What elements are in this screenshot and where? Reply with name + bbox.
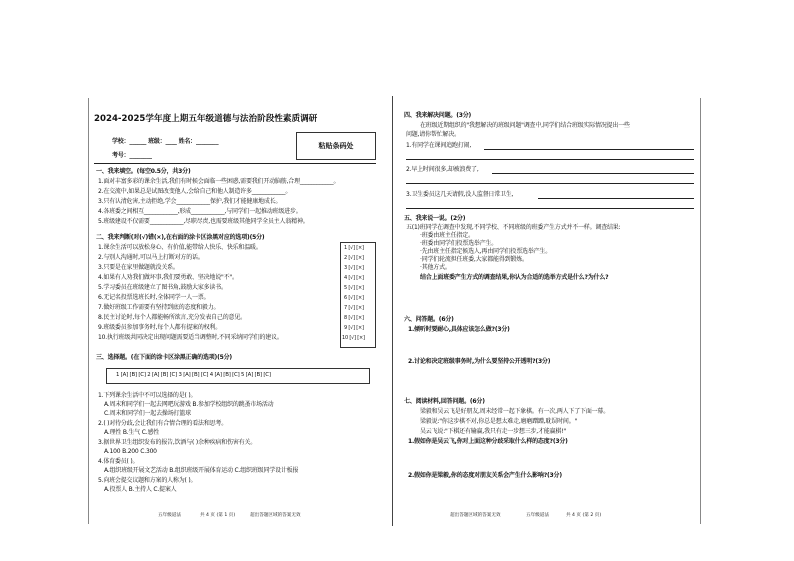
answer-line[interactable] [406,183,694,184]
survey-option-3: ·先由班主任指定候选人,再由同学们投票选举产生。 [420,248,552,255]
survey-option-1: ·班委由班主任指定。 [420,232,474,239]
reading-material-line1: 梁毅和吴云飞是好朋友,周末经常一起下象棋。有一次,两人下了下面一幕。 [420,408,610,415]
section-6-title: 六、问答题。(6分) [404,316,454,323]
choice-card-row[interactable]: 1 [A] [B] [C] 2 [A] [B] [C] 3 [A] [B] [C] 4 [A] [B] [C] 5 [A] [B] [C] [116,372,271,378]
choice-q3-options: A.100 B.200 C.300 [104,448,157,455]
survey-option-5: ·其他方式。 [420,264,451,271]
answer-line[interactable] [484,149,694,150]
choice-q4-options: A.组织班级开展文艺活动 B.组织班级开展体育运动 C.组织班级同学设计板报 [104,467,299,474]
section-4-title: 四、我来解决问题。(3分) [404,112,472,119]
page-fold-line [392,96,393,526]
fill-item-5: 5.班级建设不仅需要____________,尽职尽责,也需要班级其他同学全员主人翁精神。 [98,218,309,225]
footer-page-number: 共 4 页 (第 1 页) [200,513,236,518]
qa-question-2: 2.讨论和决定班级事务时,为什么要坚持公开透明?(3分) [408,358,551,365]
barcode-area: 粘贴条码处 [296,132,376,160]
judge-item-5: 5.学习委员在班级建立了图书角,鼓励大家多读书。 [98,284,227,291]
footer-subject: 五年级道法 [158,513,181,518]
judge-card-row-7[interactable]: 7 [√] [×] [344,305,364,311]
header-divider [94,163,376,164]
judge-card-row-6[interactable]: 6 [√] [×] [344,295,364,301]
judge-card-row-1[interactable]: 1 [√] [×] [344,245,364,251]
reading-question-1: 1.假如你是吴云飞,你对上面这种分歧采取什么样的态度?(3分) [408,438,568,445]
judge-item-4: 4.如果有人劝我们做坏事,我们要勇敢、坚决地说"不"。 [98,274,238,281]
student-info-line: 学校：______ 班级：____ 姓名：________ [112,138,219,145]
problem-item-3: 3.卫生委员这几天请假,没人监督日常卫生, [406,191,514,198]
answer-line[interactable] [538,198,694,199]
fill-item-3: 3.只有认清危害,主动拒绝,学会____________保护,我们才能健康地成长。 [98,198,282,205]
reading-material-line2: 梁毅说:"你这步棋不对,你总是想太难走,磨磨蹭蹭,耽误时间。" [420,418,578,425]
judge-item-8: 8.民主讨论时,每个人都能畅所欲言,充分发表自己的意见。 [98,314,246,321]
judge-card-row-2[interactable]: 2 [√] [×] [344,255,364,261]
footer-notice: 超出答题区域的答案无效 [250,513,301,518]
choice-q1-options-ab: A.周末和同学们一起去网吧玩游戏 B.参加学校组织的跳蚤市场活动 [104,401,274,408]
section-2-title: 二、我来判断(对(√)错(×),在右面的涂卡区涂黑对应的选项)(5分) [96,234,265,241]
section-1-title: 一、我来填空。(每空0.5分，共3分) [96,168,191,175]
fill-item-4: 4.各班委之间相互____________,形成____________,与同学们一起推动班级进步。 [98,208,302,215]
judge-card-row-10[interactable]: 10 [√] [×] [342,335,365,341]
reading-question-2: 2.假如你是梁毅,你的态度对朋友关系会产生什么影响?(3分) [408,472,562,479]
exam-title: 2024-2025学年度上期五年级道德与法治阶段性素质调研 [94,114,318,124]
choice-q2-options: A.理性 B.生气 C.感性 [104,429,160,436]
survey-option-4: ·同学们轮流担任班委,大家都能得到锻炼。 [420,256,528,263]
judge-item-2: 2.与别人沟通时,可以马上打断对方的话。 [98,254,204,261]
right-page-edge [700,98,701,524]
answer-line[interactable] [406,208,694,209]
judge-card-row-3[interactable]: 3 [√] [×] [344,265,364,271]
exam-number-line: 考号：________ [112,152,152,159]
section-3-title: 三、选择题。(在下面的涂卡区涂黑正确的选项)(5分) [96,354,232,361]
choice-q1-option-c: C.周末和同学们一起去操场打篮球 [104,410,191,417]
answer-line[interactable] [492,173,694,174]
footer-page-number: 共 4 页 (第 2 页) [566,513,602,518]
judge-card-row-9[interactable]: 9 [√] [×] [344,325,364,331]
footer-subject: 五年级道法 [526,513,549,518]
judge-item-9: 9.班级委员参加事务时,每个人都有提案的权利。 [98,324,222,331]
choice-q5: 5.向班会提交议题和方案的人称为( )。 [98,477,197,484]
left-page-edge [88,98,89,524]
fill-item-1: 1.面对丰富多彩的课余生活,我们有时候会面临一些困惑,需要我们开动脑筋,合理____________。 [98,178,340,185]
section-5-question: 结合上面班委产生方式的调查结果,你认为合适的选举方式是什么?为什么? [420,274,609,281]
qa-question-1: 1.倾听时要耐心,具体应该怎么做?(3分) [408,326,510,333]
judge-card-row-4[interactable]: 4 [√] [×] [344,275,364,281]
problem-item-2: 2.早上时间很多,却被浪费了, [406,166,479,173]
judge-item-7: 7.做好班级工作需要有坚持到底的态度和毅力。 [98,304,220,311]
judge-card-row-8[interactable]: 8 [√] [×] [344,315,364,321]
reading-material-line3: 吴云飞说:"下棋还有输赢,我只有走一步想三步,才能赢棋!" [420,428,566,435]
problem-item-1: 1.有同学在课间追跑打闹, [406,142,472,149]
section-5-title: 五、我来说一说。(2分) [404,215,466,222]
choice-q2: 2.( )对待分歧,会让我们有合情合理的看法和思考。 [98,420,228,427]
judge-item-3: 3.只要是在家里做题就没关系。 [98,264,179,271]
footer-notice: 超出答题区域的答案无效 [450,513,501,518]
fill-item-2: 2.在交流中,如果总是试图改变他人,会给自己和他人制造许多____________。 [98,188,292,195]
answer-line[interactable] [406,159,694,160]
section-7-title: 七、阅读材料,回答问题。(6分) [404,398,485,405]
judge-item-1: 1.课余生活可以放松身心、有价值,能带给人快乐、快乐和温暖。 [98,244,262,251]
choice-q3: 3.据世界卫生组织发布的报告,饮酒与( )余种疾病和伤害有关。 [98,439,257,446]
choice-q4: 4.体育委员( )。 [98,458,139,465]
survey-option-2: ·班委由同学们投票选举产生。 [420,240,498,247]
choice-q5-options: A.投票人 B.主持人 C.提案人 [104,486,177,493]
judge-item-10: 10.执行班级共同决定出现问题需要适当调整时,不同采纳同学们的建议。 [98,334,283,341]
choice-q1: 1.下列课余生活中不可以选择的是( )。 [98,392,197,399]
section-4-intro-line2: 问题,请你帮忙解决。 [406,131,460,138]
exam-page-left [90,100,380,520]
judge-card-row-5[interactable]: 5 [√] [×] [344,285,364,291]
exam-page-right [398,100,698,520]
judge-item-6: 6.无记名投票选班长时,全体同学一人一票。 [98,294,210,301]
survey-intro: 五(1)班同学在调查中发现,不同学校、不同班级的班委产生方式并不一样。调查结果: [406,224,621,231]
section-4-intro-line1: 在班级近期组织的"我想解决的班级问题"调查中,同学们结合班级实际情况提出一些 [420,122,630,129]
